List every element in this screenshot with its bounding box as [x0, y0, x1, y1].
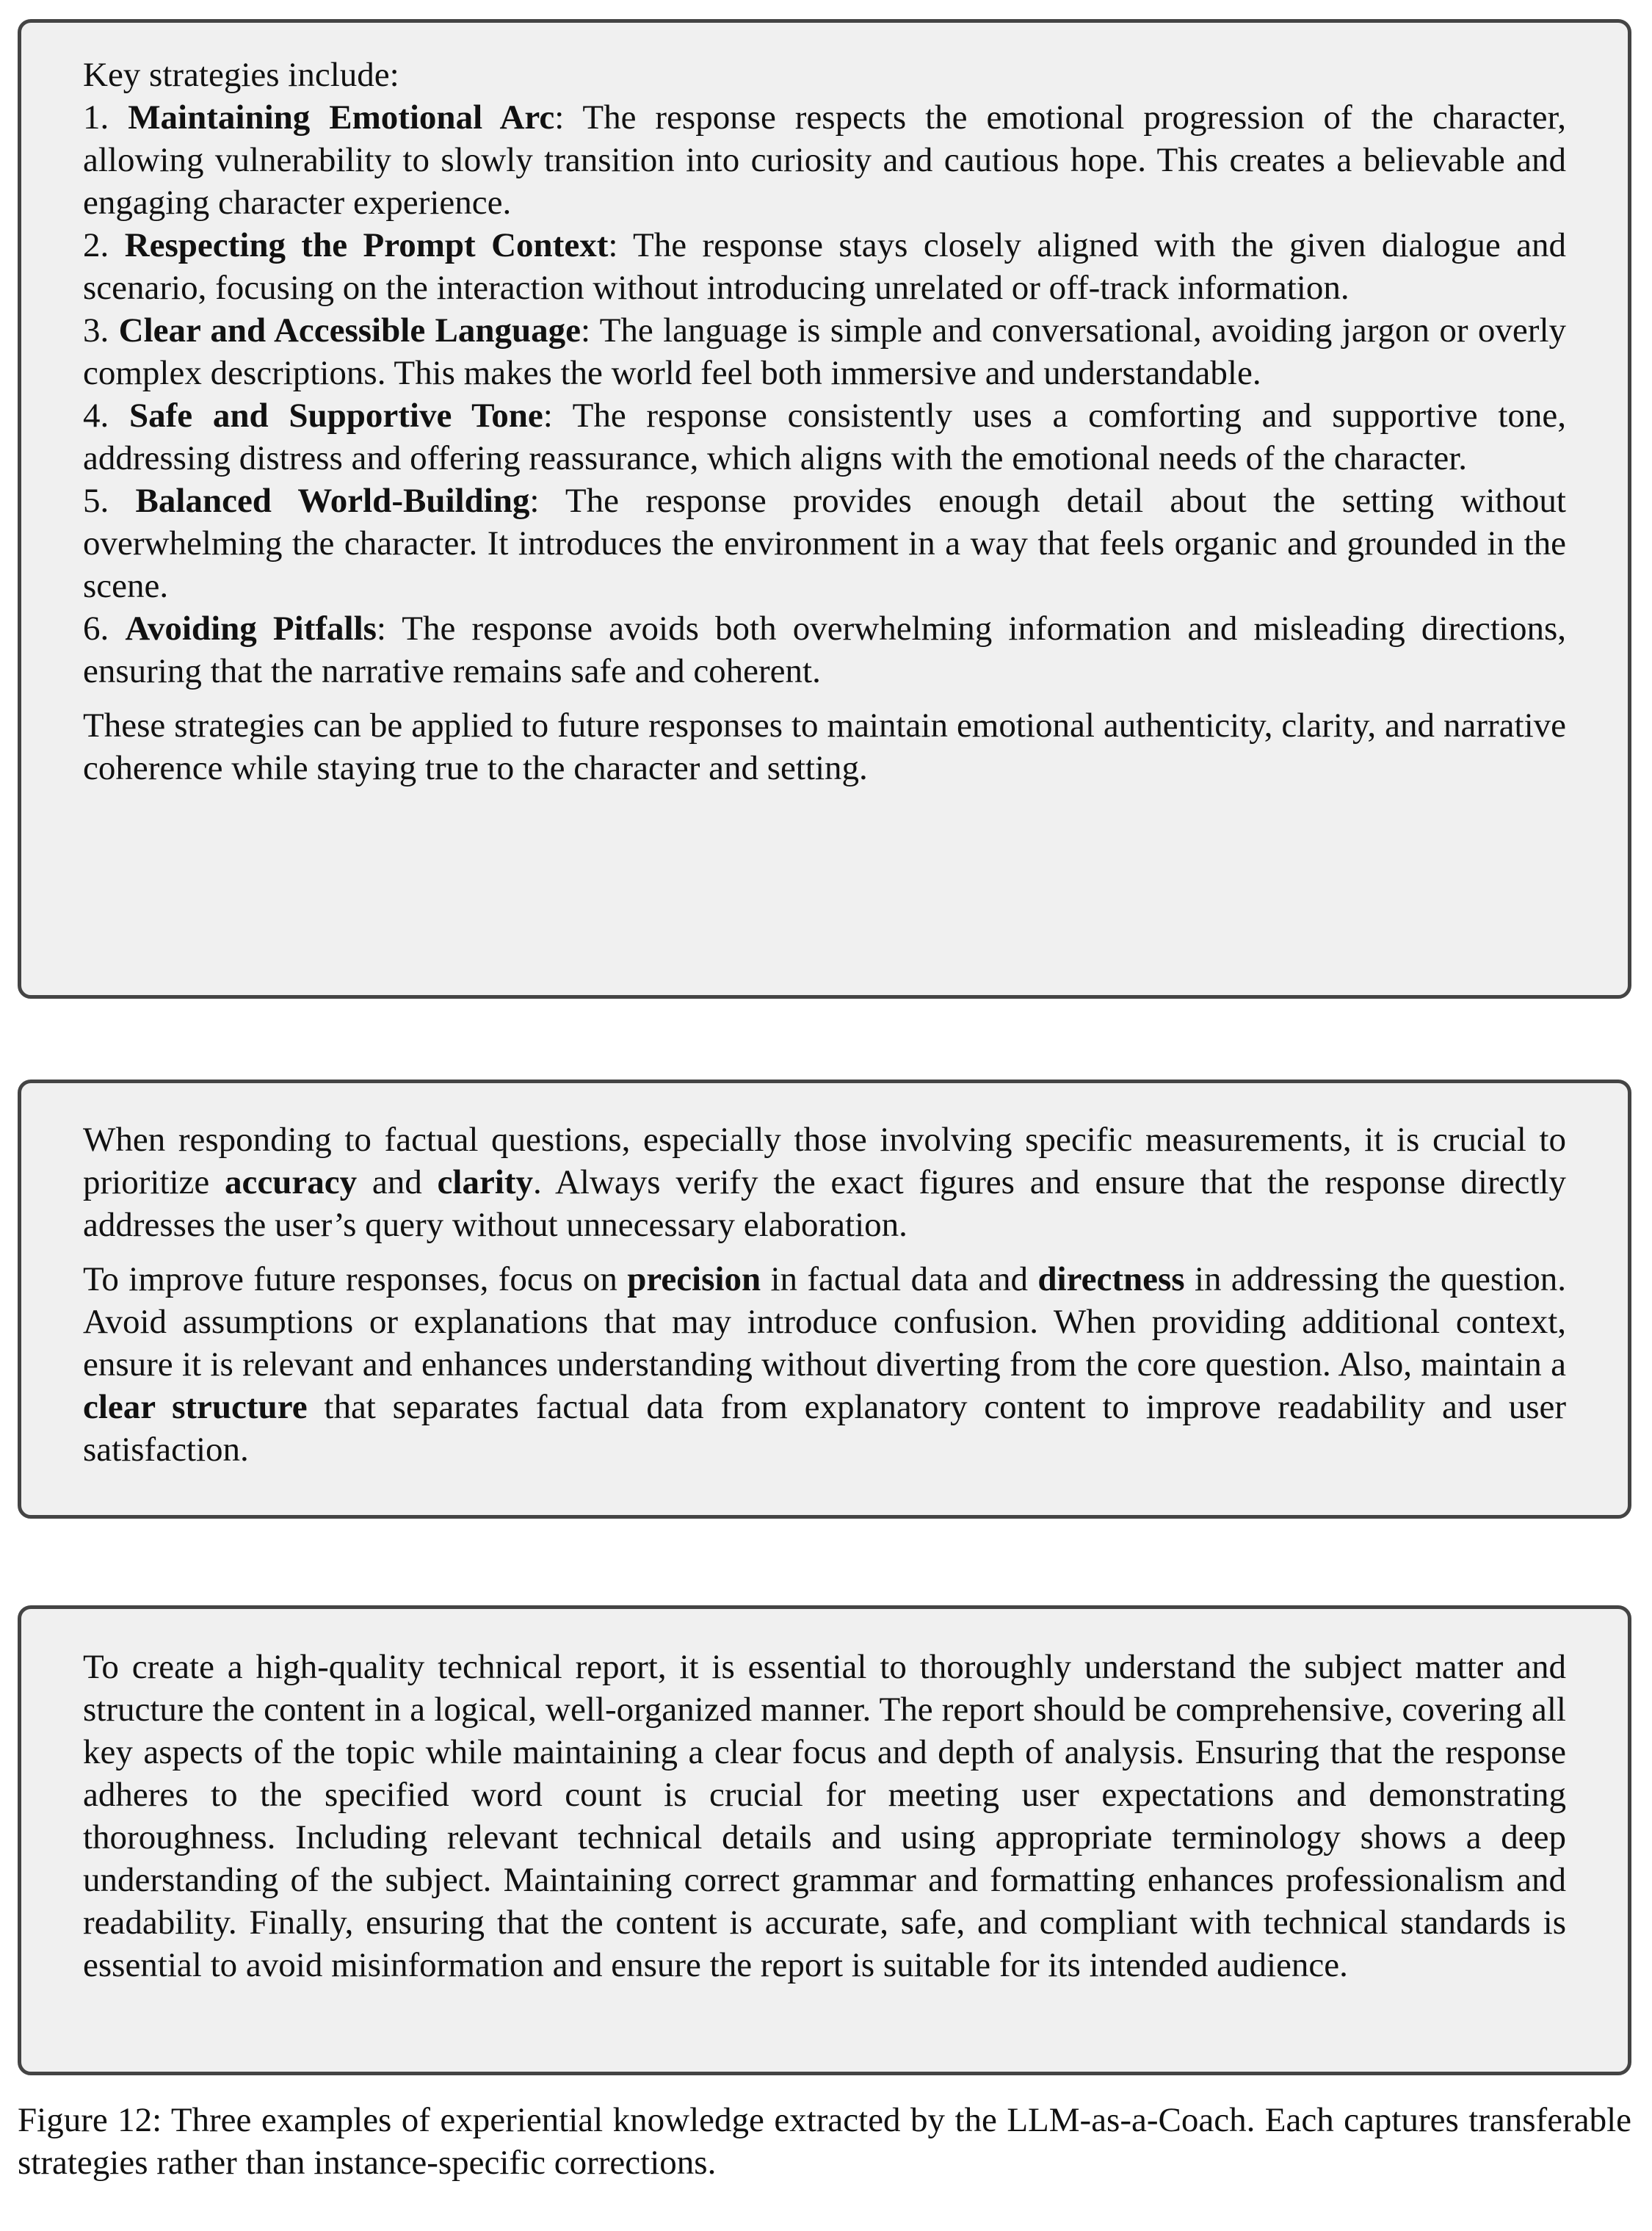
item-text: : The language is simple and conversational, avoiding jargon or overly complex descriptions. This makes the world feel both immersive and understandable.: [83, 311, 1567, 392]
item-text: : The response avoids both overwhelming information and misleading directions, ensuring that the narrative remains safe and coherent.: [83, 610, 1566, 690]
item-text: : The response respects the emotional progression of the character, allowing vulnerability to slowly transition into curiosity and cautious hope. This creates a believable and engaging character experience.: [83, 98, 1567, 222]
strategy-item-2: [83, 224, 1566, 309]
technical-report-paragraph: To create a high-quality technical report, it is essential to thoroughly understand the subject matter and structure the content in a logical, well-organized manner. The report should be comprehensive, covering all key aspects of the topic while maintaining a clear focus and depth of analysis. Ensuring that the response adheres to the specified word count is crucial for meeting user expectations and demonstrating thoroughness. Including relevant technical details and using appropriate terminology shows a deep understanding of the subject. Maintaining correct grammar and formatting enhances professionalism and readability. Finally, ensuring that the content is accurate, safe, and compliant with technical standards is essential to avoid misinformation and ensure the report is suitable for its intended audience.: [83, 1648, 1566, 1984]
text-run: . Always verify the exact figures and ensure that the response directly addresses the user’s query without unnecessary elaboration.: [83, 1163, 1566, 1244]
knowledge-box-factual-questions: [18, 1080, 1631, 1519]
item-text: : The response consistently uses a comforting and supportive tone, addressing distress and offering reassurance, which aligns with the emotional needs of the character.: [83, 397, 1567, 477]
strategy-item-3: [83, 309, 1566, 394]
bold-term: clear structure: [83, 1388, 308, 1426]
figure-caption: Figure 12: Three examples of experiential knowledge extracted by the LLM-as-a-Coach. Each captures transferable strategies rather than instance-specific corrections.: [18, 2101, 1631, 2182]
item-title: Safe and Supportive Tone: [128, 397, 543, 435]
item-title: Respecting the Prompt Context: [124, 226, 609, 264]
text-run: in addressing the question. Avoid assumptions or explanations that may introduce confusion. When providing additional context, ensure it is relevant and enhances understanding without diverting from the core question. Also, maintain a: [83, 1260, 1567, 1384]
text-run: and: [357, 1163, 438, 1201]
strategy-item-6: [83, 607, 1566, 693]
item-text: : The response stays closely aligned with the given dialogue and scenario, focusing on the interaction without introducing unrelated or off-track information.: [83, 226, 1566, 307]
text-run: in factual data and: [761, 1260, 1038, 1298]
knowledge-box-emotional-strategies: [18, 19, 1631, 999]
knowledge-box-technical-report: [18, 1605, 1631, 2075]
strategy-item-1: [83, 96, 1566, 224]
factual-paragraph-2: [83, 1258, 1566, 1471]
closing-paragraph: These strategies can be applied to future responses to maintain emotional authenticity, clarity, and narrative coherence while staying true to the character and setting.: [83, 706, 1566, 787]
item-title: Maintaining Emotional Arc: [128, 98, 555, 137]
item-text: : The response provides enough detail about the setting without overwhelming the character. It introduces the environment in a way that feels organic and grounded in the scene.: [83, 482, 1566, 605]
bold-term: accuracy: [225, 1163, 358, 1201]
item-number: 3.: [83, 311, 109, 350]
text-run: When responding to factual questions, especially those involving specific measurements, it is crucial to prioritize: [83, 1121, 1566, 1201]
bold-term: directness: [1037, 1260, 1185, 1298]
item-number: 5.: [83, 482, 109, 520]
text-run: that separates factual data from explanatory content to improve readability and user satisfaction.: [83, 1388, 1566, 1469]
strategy-item-4: [83, 394, 1566, 480]
intro-line: Key strategies include:: [83, 56, 399, 94]
bold-term: precision: [627, 1260, 761, 1298]
item-title: Clear and Accessible Language: [118, 311, 582, 350]
bold-term: clarity: [437, 1163, 534, 1201]
item-title: Avoiding Pitfalls: [125, 610, 377, 648]
item-number: 1.: [83, 98, 109, 137]
item-number: 2.: [83, 226, 109, 264]
item-number: 6.: [83, 610, 109, 648]
item-title: Balanced World-Building: [135, 482, 530, 520]
item-number: 4.: [83, 397, 109, 435]
text-run: To improve future responses, focus on: [83, 1260, 628, 1298]
factual-paragraph-1: [83, 1118, 1566, 1246]
strategy-item-5: [83, 480, 1566, 607]
